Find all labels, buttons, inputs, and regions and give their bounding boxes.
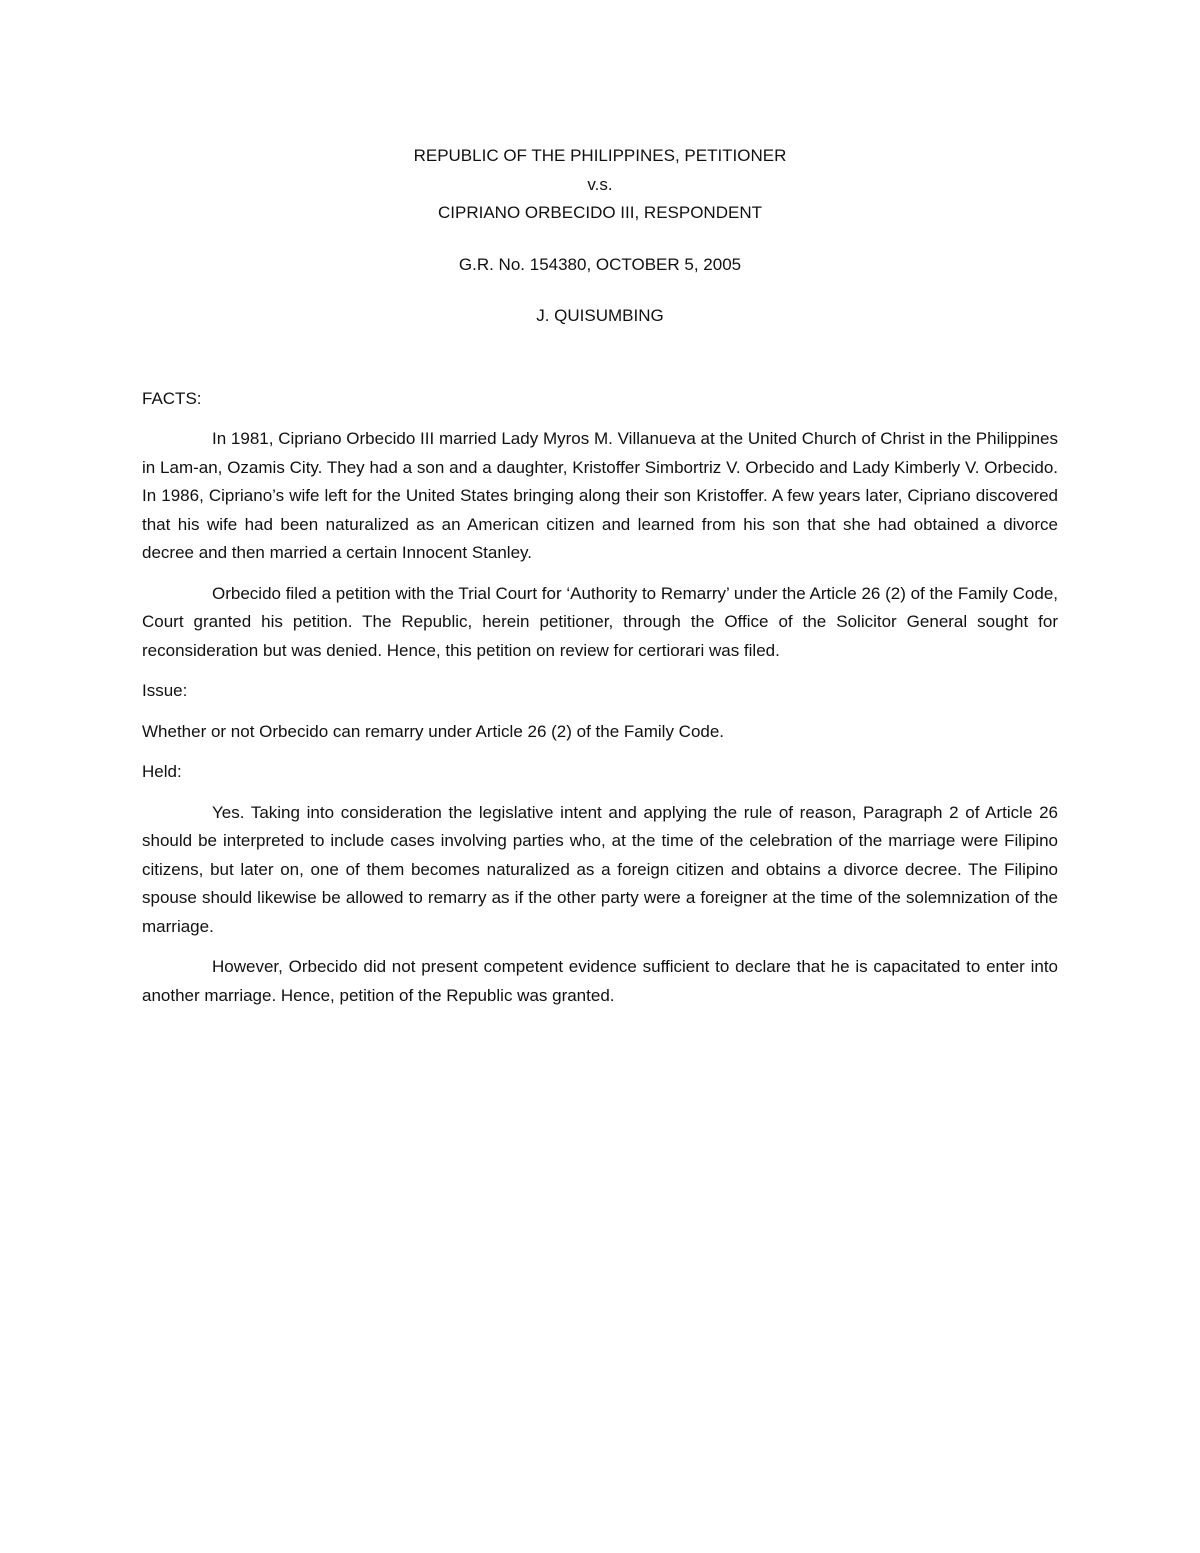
issue-heading: Issue: bbox=[142, 681, 188, 700]
issue-text: Whether or not Orbecido can remarry under Article 26 (2) of the Family Code. bbox=[142, 721, 725, 741]
facts-paragraph-1: In 1981, Cipriano Orbecido III married Lady Myros M. Villanueva at the United Church of Christ in the Philippines in Lam-an, Ozamis City. They had a son and a daughter, Kristoffer Simbortriz V. Orbecido and Lady Kimberly V. Orbecido. In 1986, Cipriano’s wife left for the United States bringing along their son Kristoffer. A few years later, Cipriano discovered that his wife had been naturalized as an American citizen and learned from his son that she had obtained a divorce decree and then married a certain Innocent Stanley. bbox=[142, 429, 1058, 562]
case-title-petitioner: REPUBLIC OF THE PHILIPPINES, PETITIONER bbox=[413, 146, 787, 165]
held-paragraph-2: However, Orbecido did not present competent evidence sufficient to declare that he is capacitated to enter into another marriage. Hence, petition of the Republic was granted. bbox=[142, 957, 1058, 1005]
facts-heading: FACTS: bbox=[142, 388, 202, 408]
document-body bbox=[142, 142, 1058, 1010]
facts-paragraph-2: Orbecido filed a petition with the Trial Court for ‘Authority to Remarry’ under the Article 26 (2) of the Family Code, Court granted his petition. The Republic, herein petitioner, through the Office of the Solicitor General sought for reconsideration but was denied. Hence, this petition on review for certiorari was filed. bbox=[142, 583, 1058, 660]
ponente: J. QUISUMBING bbox=[536, 306, 664, 325]
case-number: G.R. No. 154380, OCTOBER 5, 2005 bbox=[458, 254, 742, 274]
case-title-respondent: CIPRIANO ORBECIDO III, RESPONDENT bbox=[438, 203, 762, 222]
case-title-versus: v.s. bbox=[587, 174, 613, 194]
held-paragraph-1: Yes. Taking into consideration the legislative intent and applying the rule of reason, Paragraph 2 of Article 26 should be interpreted to include cases involving parties who, at the time of the celebration of the marriage were Filipino citizens, but later on, one of them becomes naturalized as a foreign citizen and obtains a divorce decree. The Filipino spouse should likewise be allowed to remarry as if the other party were a foreigner at the time of the solemnization of the marriage. bbox=[142, 802, 1058, 936]
held-heading: Held: bbox=[142, 762, 182, 781]
